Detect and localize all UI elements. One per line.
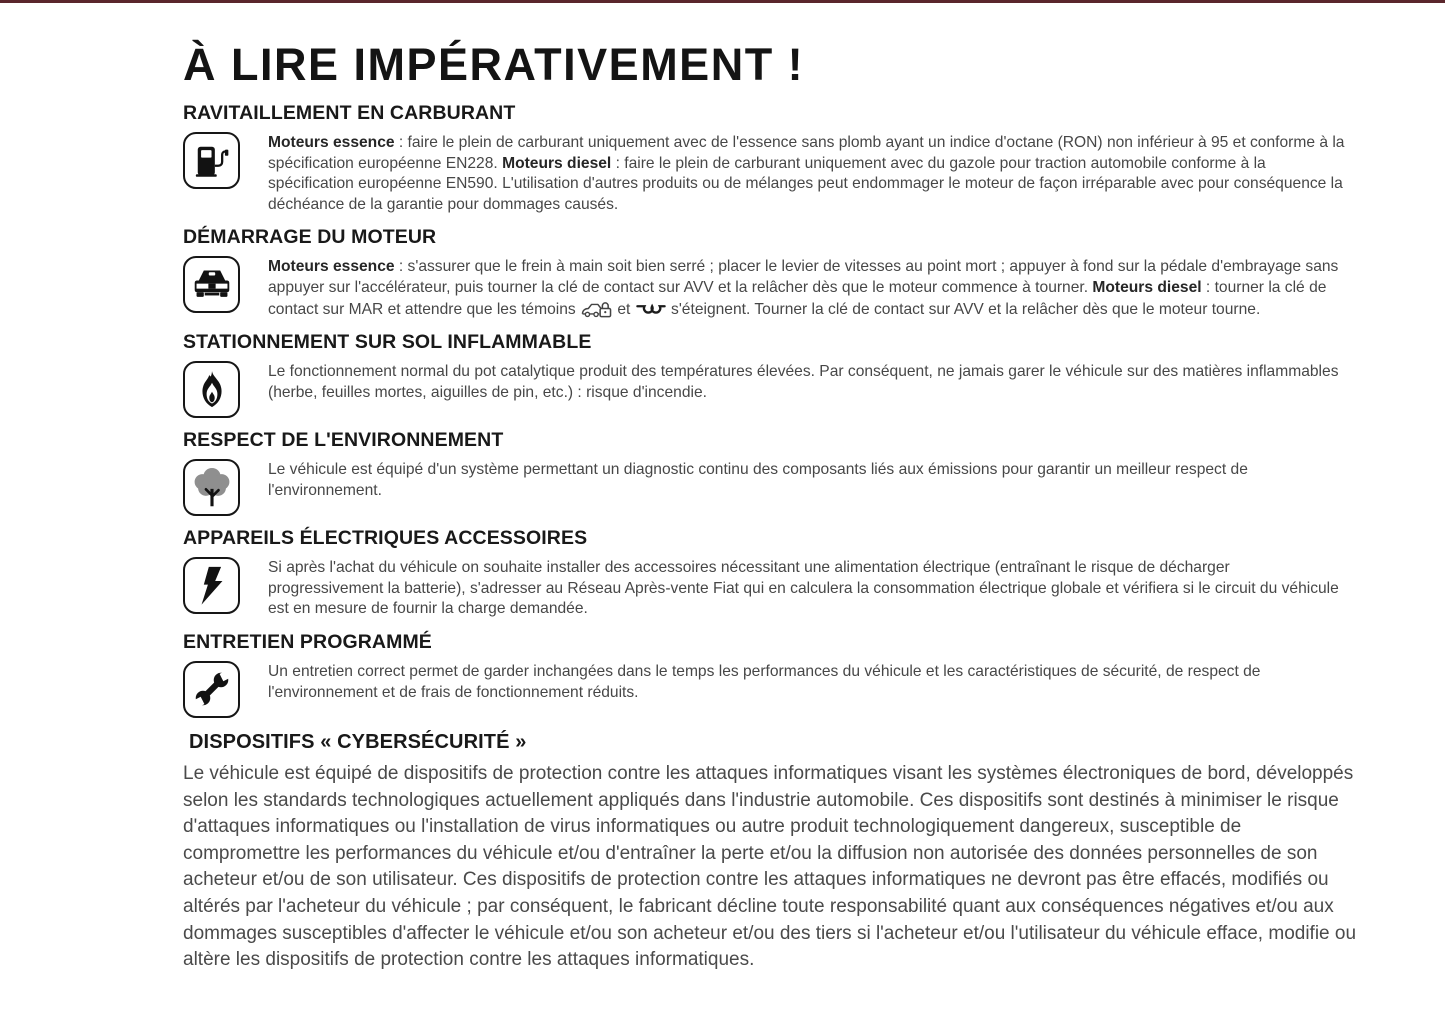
section-environment: [183, 429, 1357, 516]
section-heading: DÉMARRAGE DU MOTEUR: [183, 226, 437, 249]
section-paragraph: [268, 662, 1345, 703]
section-body: [183, 132, 1357, 215]
section-heading: RESPECT DE L'ENVIRONNEMENT: [183, 429, 504, 452]
bold-lead: Moteurs diesel: [502, 154, 612, 172]
paragraph-run: : faire le plein de carburant uniquement avec du gazole pour traction automobile conforme à la spécification européenne EN590. L'utilisation d'autres produits ou de mélanges peut endommager le moteur de façon irréparable avec pour conséquence la déchéance de la garantie pour dommages causés.: [268, 154, 1343, 213]
tree-icon: [183, 459, 240, 516]
section-heading: RAVITAILLEMENT EN CARBURANT: [183, 102, 516, 124]
section-paragraph: [268, 460, 1345, 501]
section-body: [183, 459, 1357, 516]
paragraph-run: Le fonctionnement normal du pot catalytique produit des températures élevées. Par conséquent, ne jamais garer le véhicule sur des matières inflammables (herbe, feuilles mortes, aiguilles de pin, etc.) : risque d'incendie.: [268, 363, 1339, 401]
paragraph-run: et: [613, 300, 635, 318]
wrench-icon: [183, 661, 240, 718]
section-paragraph: [268, 133, 1345, 215]
section-paragraph: [268, 362, 1345, 403]
section-body: [183, 661, 1357, 718]
section-paragraph: [268, 257, 1345, 320]
section-engine-start: [183, 226, 1357, 320]
cyber-heading: DISPOSITIFS « CYBERSÉCURITÉ »: [189, 730, 527, 753]
bold-lead: Moteurs diesel: [1092, 278, 1202, 296]
code-warning-icon: [581, 299, 612, 318]
section-scheduled-maintenance: [183, 631, 1357, 718]
glow-plug-icon: [636, 302, 666, 318]
section-cybersecurity: [183, 731, 1357, 974]
bold-lead: Moteurs essence: [268, 134, 395, 151]
paragraph-run: : tourner la clé de contact sur MAR et attendre que les témoins: [268, 278, 1327, 318]
section-body: [183, 256, 1357, 320]
paragraph-run: s'éteignent. Tourner la clé de contact sur AVV et la relâcher dès que le moteur tourne.: [666, 300, 1261, 318]
paragraph-run: : s'assurer que le frein à main soit bien serré ; placer le levier de vitesses au point mort ; appuyer à fond sur la pédale d'embrayage sans appuyer sur l'accélérateur, puis tourner la clé de contact sur AVV et la relâcher dès que le moteur commence à tourner.: [268, 258, 1339, 296]
section-body: [183, 361, 1357, 418]
paragraph-run: Un entretien correct permet de garder inchangées dans le temps les performances du véhicule et les caractéristiques de sécurité, de respect de l'environnement et de frais de fonctionnement réduits.: [268, 662, 1261, 701]
section-flammable-ground: [183, 331, 1357, 418]
section-paragraph: [268, 558, 1345, 620]
paragraph-run: Le véhicule est équipé d'un système permettant un diagnostic continu des composants liés aux émissions pour garantir un meilleur respect de l'environnement.: [268, 461, 1248, 499]
fuel-pump-icon: [183, 132, 240, 189]
car-front-icon: [183, 256, 240, 313]
cyber-body: Le véhicule est équipé de dispositifs de protection contre les attaques informatiques visant les systèmes électroniques de bord, développés selon les standards technologiques actuellement appliqués dans l'industrie automobile. Ces dispositifs sont destinés à minimiser le risque d'attaques informatiques ou l'installation de virus informatiques ou autre produit technologiquement dangereux, susceptible de compromettre les performances du véhicule et/ou d'entraîner la perte et/ou la diffusion non autorisée des données personnelles de son acheteur et/ou de son utilisateur. Ces dispositifs de protection contre les attaques informatiques ne devront pas être effacés, modifiés ou altérés par l'acheteur du véhicule ; par conséquent, le fabricant décline toute responsabilité quant aux conséquences négatives et/ou aux dommages susceptibles d'affecter le véhicule et/ou son acheteur et/ou des tiers si l'acheteur et/ou l'utilisateur du véhicule efface, modifie ou altère les dispositifs de protection contre les attaques informatiques.: [183, 762, 1357, 971]
section-heading: STATIONNEMENT SUR SOL INFLAMMABLE: [183, 331, 592, 354]
bold-lead: Moteurs essence: [268, 258, 395, 276]
flame-icon: [183, 361, 240, 418]
paragraph-run: Si après l'achat du véhicule on souhaite installer des accessoires nécessitant une alimentation électrique (entraînant le risque de décharger progressivement la batterie), s'adresser au Réseau Après-vente Fiat qui en calculera la consommation électrique globale et vérifiera si le circuit du véhicule est en mesure de fournir la charge demandée.: [268, 559, 1339, 618]
paragraph-run: : faire le plein de carburant uniquement avec de l'essence sans plomb ayant un indice d'octane (RON) non inférieur à 95 et conforme à la spécification européenne EN228.: [268, 134, 1345, 172]
section-electrical-accessories: [183, 527, 1357, 620]
section-fuel: [183, 102, 1357, 215]
section-heading: ENTRETIEN PROGRAMMÉ: [183, 630, 432, 653]
lightning-icon: [183, 557, 240, 614]
section-body: [183, 557, 1357, 620]
page-title: À LIRE IMPÉRATIVEMENT !: [183, 39, 805, 90]
section-heading: APPAREILS ÉLECTRIQUES ACCESSOIRES: [183, 527, 588, 550]
